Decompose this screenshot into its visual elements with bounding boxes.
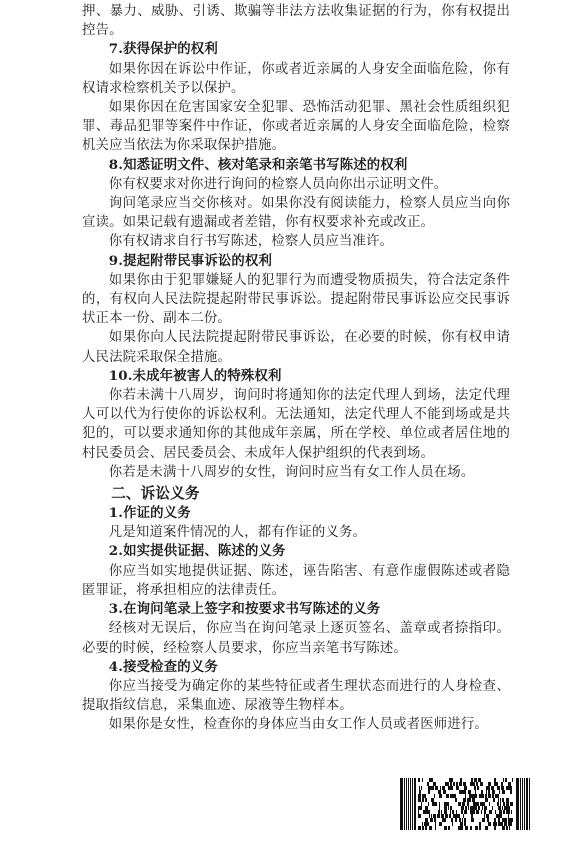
section-subheading: 10.未成年被害人的特殊权利 — [108, 367, 282, 384]
body-paragraph: 你若是未满十八周岁的女性，询问时应当有女工作人员在场。 — [108, 464, 475, 480]
body-paragraph: 你应当如实地提供证据、陈述，诬告陷害、有意作虚假陈述或者隐匿罪证，将承担相应的法律责任。 — [82, 563, 510, 598]
body-paragraph: 你有权要求对你进行询问的检察人员向你出示证明文件。 — [108, 176, 448, 192]
body-paragraph: 你有权请求自行书写陈述，检察人员应当准许。 — [108, 234, 394, 250]
body-paragraph: 如果你向人民法院提起附带民事诉讼，在必要的时候，你有权申请人民法院采取保全措施。 — [82, 330, 510, 365]
section-heading: 二、诉讼义务 — [111, 485, 200, 503]
section-subheading: 7.获得保护的权利 — [108, 41, 218, 58]
section-subheading: 2.如实提供证据、陈述的义务 — [108, 543, 286, 560]
body-paragraph: 如果你因在危害国家安全犯罪、恐怖活动犯罪、黑社会性质组织犯罪、毒品犯罪等案件中作证，你或者近亲属的人身安全面临危险，检察机关应当依法为你采取保护措施。 — [82, 100, 510, 154]
section-subheading: 8.知悉证明文件、核对笔录和亲笔书写陈述的权利 — [108, 156, 408, 173]
body-paragraph: 如果你是女性，检查你的身体应当由女工作人员或者医师进行。 — [108, 717, 488, 733]
body-paragraph: 如果你因在诉讼中作证，你或者近亲属的人身安全面临危险，你有权请求检察机关予以保护。 — [82, 61, 510, 96]
body-paragraph: 询问笔录应当交你核对。如果你没有阅读能力，检察人员应当向你宣读。如果记载有遗漏或者差错，你有权要求补充或改正。 — [82, 196, 510, 231]
pdf417-barcode-icon — [400, 778, 530, 830]
body-paragraph: 你应当接受为确定你的某些特征或者生理状态而进行的人身检查、提取指纹信息，采集血迹、尿液等生物样本。 — [82, 678, 510, 714]
body-paragraph: 经核对无误后，你应当在询问笔录上逐页签名、盖章或者捺指印。必要的时候，经检察人员要求，你应当亲笔书写陈述。 — [82, 621, 510, 656]
body-paragraph: 你若未满十八周岁，询问时将通知你的法定代理人到场，法定代理人可以代为行使你的诉讼权利。无法通知，法定代理人不能到场或是共犯的，可以要求通知你的其他成年亲属，所在学校、单位或者居住地的村民委员会、居民委员会、未成年人保护组织的代表到场。 — [82, 388, 510, 461]
body-paragraph: 如果你由于犯罪嫌疑人的犯罪行为而遭受物质损失，符合法定条件的，有权向人民法院提起附带民事诉讼。提起附带民事诉讼应交民事诉状正本一份、副本二份。 — [82, 272, 510, 327]
body-paragraph: 凡是知道案件情况的人，都有作证的义务。 — [108, 525, 367, 541]
section-subheading: 1.作证的义务 — [108, 505, 191, 522]
section-subheading: 9.提起附带民事诉讼的权利 — [108, 252, 273, 269]
document-body — [82, 2, 510, 735]
body-paragraph: 押、暴力、威胁、引诱、欺骗等非法方法收集证据的行为，你有权提出控告。 — [82, 4, 510, 39]
section-subheading: 3.在询问笔录上签字和按要求书写陈述的义务 — [108, 601, 381, 618]
section-subheading: 4.接受检查的义务 — [108, 658, 218, 675]
